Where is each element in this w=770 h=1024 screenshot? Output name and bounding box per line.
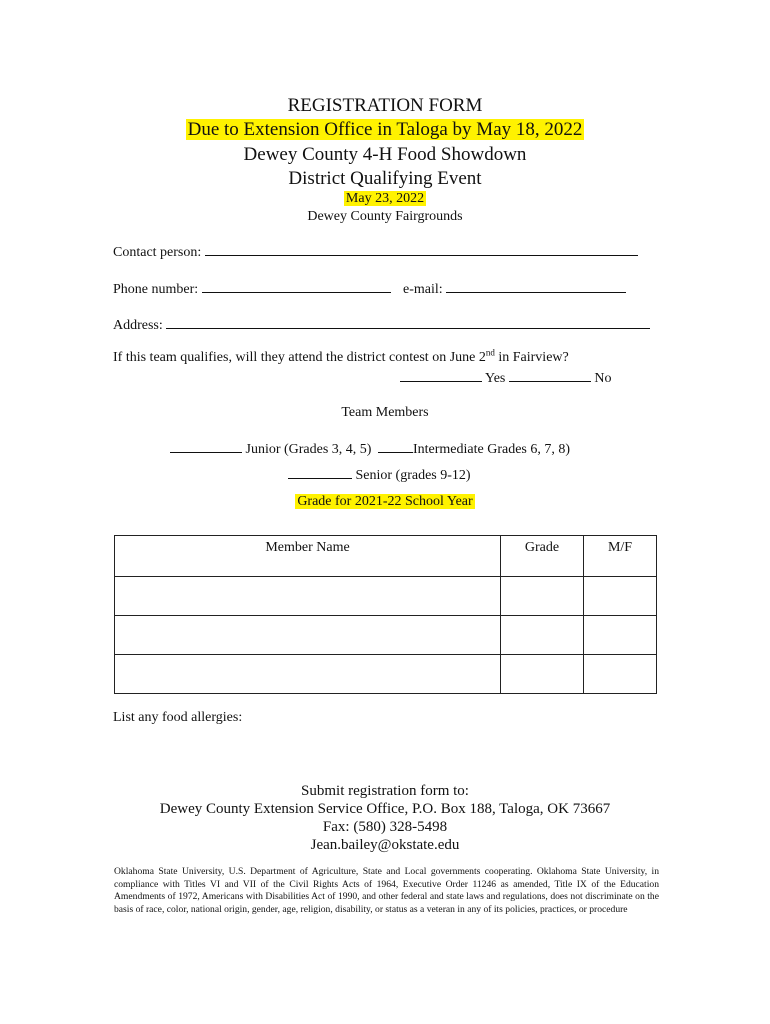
grade-note: Grade for 2021-22 School Year [297, 494, 473, 509]
address-field[interactable] [166, 316, 650, 329]
no-label: No [594, 371, 612, 386]
no-field[interactable] [509, 369, 591, 382]
sex-cell[interactable] [584, 655, 657, 694]
intermediate-label: Intermediate Grades 6, 7, 8) [412, 442, 571, 457]
grade-cell[interactable] [501, 655, 584, 694]
junior-field[interactable] [170, 440, 242, 453]
phone-label: Phone number: [113, 282, 199, 297]
member-name-cell[interactable] [115, 655, 501, 694]
junior-label: Junior (Grades 3, 4, 5) [245, 442, 372, 457]
address-row [113, 316, 650, 334]
event-date: May 23, 2022 [345, 191, 425, 206]
yes-no-row [400, 369, 611, 387]
district-question: If this team qualifies, will they attend the district contest on June 2nd in Fairview? [113, 347, 569, 365]
phone-row [113, 280, 391, 298]
yes-field[interactable] [400, 369, 482, 382]
division-row [170, 440, 570, 458]
nondiscrimination-statement: Oklahoma State University, U.S. Department of Agriculture, State and Local governments cooperating. Oklahoma State University, in compliance with Titles VI and VII of the Civil Rights Acts of 1964, Executive Order 11246 as amended, Title IX of the Education Amendments of 1972, Americans with Disabilities Act of 1990, and other federal and state laws and regulations, does not discriminate on the basis of race, color, national origin, gender, age, religion, disability, or status as a veteran in any of its policies, practices, or procedure [114, 866, 659, 915]
submit-fax: Fax: (580) 328-5498 [322, 819, 448, 835]
grade-header: Grade [501, 536, 584, 577]
email-label: e-mail: [403, 282, 443, 297]
event-type: District Qualifying Event [288, 168, 482, 189]
email-row [403, 280, 626, 298]
sex-cell[interactable] [584, 577, 657, 616]
contact-field[interactable] [205, 243, 638, 256]
sex-cell[interactable] [584, 616, 657, 655]
grade-cell[interactable] [501, 577, 584, 616]
sex-header: M/F [584, 536, 657, 577]
grade-cell[interactable] [501, 616, 584, 655]
table-row [115, 616, 657, 655]
table-row [115, 655, 657, 694]
team-members-heading: Team Members [341, 405, 429, 420]
submit-office: Dewey County Extension Service Office, P.O. Box 188, Taloga, OK 73667 [159, 801, 611, 817]
email-field[interactable] [446, 280, 626, 293]
contact-label: Contact person: [113, 245, 202, 260]
member-name-header: Member Name [115, 536, 501, 577]
phone-field[interactable] [202, 280, 391, 293]
table-row [115, 577, 657, 616]
senior-field[interactable] [288, 466, 352, 479]
member-table [114, 535, 657, 694]
table-header-row [115, 536, 657, 577]
due-notice: Due to Extension Office in Taloga by May 18, 2022 [187, 119, 583, 140]
member-name-cell[interactable] [115, 616, 501, 655]
intermediate-field[interactable] [378, 440, 413, 453]
contact-row [113, 243, 638, 261]
form-title: REGISTRATION FORM [287, 95, 483, 116]
senior-label: Senior (grades 9-12) [355, 468, 471, 483]
event-name: Dewey County 4-H Food Showdown [243, 144, 527, 165]
event-location: Dewey County Fairgrounds [307, 209, 463, 224]
member-name-cell[interactable] [115, 577, 501, 616]
allergies-label: List any food allergies: [113, 710, 243, 725]
yes-label: Yes [484, 371, 506, 386]
submit-heading: Submit registration form to: [301, 783, 469, 799]
submit-email: Jean.bailey@okstate.edu [310, 837, 460, 853]
senior-row [288, 466, 471, 484]
address-label: Address: [113, 318, 163, 333]
